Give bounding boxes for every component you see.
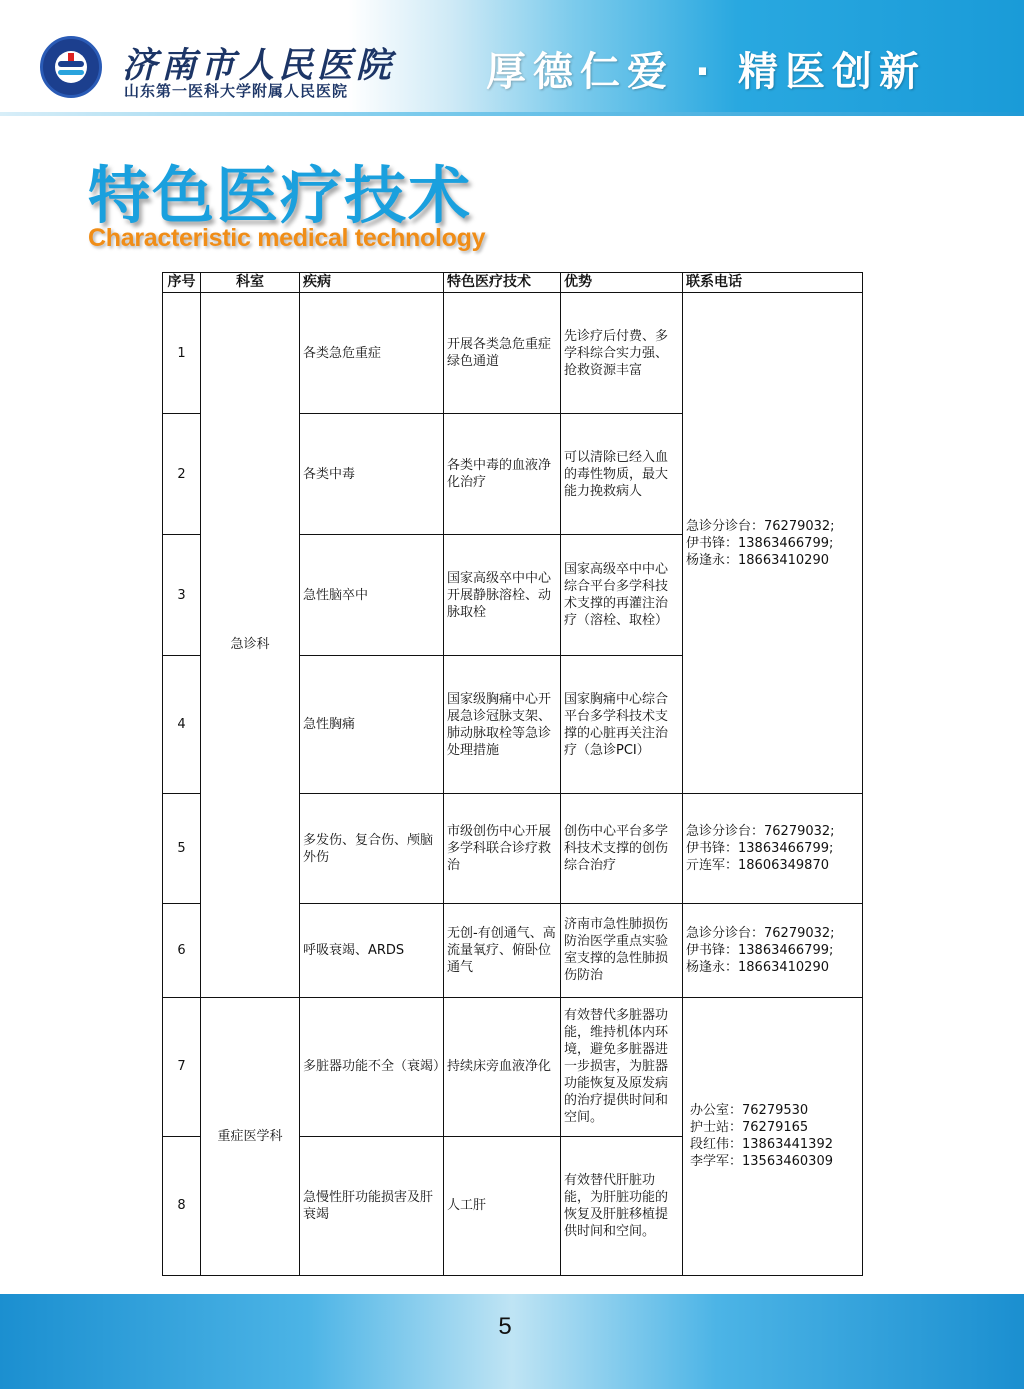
row-disease: 多发伤、复合伤、颅脑外伤: [300, 794, 444, 903]
page-footer: [0, 1294, 1024, 1389]
row-tech: 各类中毒的血液净化治疗: [444, 414, 561, 535]
row-tech: 国家级胸痛中心开展急诊冠脉支架、肺动脉取栓等急诊处理措施: [444, 656, 561, 794]
row-advantage: 有效替代肝脏功能，为肝脏功能的恢复及肝脏移植提供时间和空间。: [561, 1136, 683, 1275]
row-advantage: 有效替代多脏器功能，维持机体内环境，避免多脏器进一步损害，为脏器功能恢复及原发病的治疗提供时间和空间。: [561, 997, 683, 1136]
row-tech: 国家高级卒中中心开展静脉溶栓、动脉取栓: [444, 535, 561, 656]
row-disease: 急慢性肝功能损害及肝衰竭: [300, 1136, 444, 1275]
phone-line: 护士站：76279165: [690, 1120, 809, 1136]
row-tech: 无创-有创通气、高流量氧疗、俯卧位通气: [444, 903, 561, 997]
row-disease: 多脏器功能不全（衰竭）: [300, 997, 444, 1136]
phone-line: 急诊分诊台：76279032;: [686, 824, 835, 839]
phone-line: 急诊分诊台：76279032;: [686, 925, 835, 941]
row-no: 8: [163, 1136, 201, 1275]
hospital-logo-icon: [40, 36, 102, 98]
phone-line: 杨逢永：18663410290: [686, 959, 829, 975]
phone-line: 伊书锋：13863466799;: [686, 841, 834, 856]
header-no: 序号: [163, 273, 201, 293]
row-no: 1: [163, 293, 201, 414]
page-title-english: Characteristic medical technology: [88, 224, 486, 252]
row-no: 4: [163, 656, 201, 794]
row-disease: 呼吸衰竭、ARDS: [300, 903, 444, 997]
phone-line: 办公室：76279530: [690, 1103, 809, 1119]
row-disease: 各类中毒: [300, 414, 444, 535]
phone-line: 伊书锋：13863466799;: [686, 942, 834, 958]
row-advantage: 国家高级卒中中心综合平台多学科技术支撑的再灌注治疗（溶栓、取栓）: [561, 535, 683, 656]
row-no: 3: [163, 535, 201, 656]
row-tech: 市级创伤中心开展多学科联合诊疗救治: [444, 794, 561, 903]
header-disease: 疾病: [300, 273, 444, 293]
page-header: [0, 0, 1024, 112]
page-number: 5: [498, 1313, 512, 1340]
header-advantage: 优势: [561, 273, 683, 293]
phone-line: 段红伟：13863441392: [690, 1137, 833, 1153]
table-row: [163, 293, 863, 414]
phone-line: 伊书锋：13863466799;: [686, 535, 834, 551]
row-disease: 各类急危重症: [300, 293, 444, 414]
hospital-name: 济南市人民医院: [122, 45, 396, 86]
row-tech: 开展各类急危重症绿色通道: [444, 293, 561, 414]
dept-emergency: 急诊科: [201, 293, 300, 998]
header-divider: [0, 112, 1024, 116]
row-advantage: 济南市急性肺损伤防治医学重点实验室支撑的急性肺损伤防治: [561, 903, 683, 997]
phone-icu: [683, 997, 863, 1275]
row-tech: 人工肝: [444, 1136, 561, 1275]
header-dept: 科室: [201, 273, 300, 293]
row-advantage: 创伤中心平台多学科技术支撑的创伤综合治疗: [561, 794, 683, 903]
phone-line: 急诊分诊台：76279032;: [686, 518, 835, 534]
row-tech: 持续床旁血液净化: [444, 997, 561, 1136]
row-advantage: 先诊疗后付费、多学科综合实力强、抢救资源丰富: [561, 293, 683, 414]
table-row: [163, 997, 863, 1136]
medical-technology-table: [162, 272, 863, 1276]
phone-emergency-1: [683, 293, 863, 794]
header-phone: 联系电话: [683, 273, 863, 293]
row-no: 2: [163, 414, 201, 535]
phone-emergency-5: [683, 794, 863, 903]
hospital-subtitle: 山东第一医科大学附属人民医院: [124, 82, 349, 100]
phone-line: 亓连军：18606349870: [686, 858, 829, 873]
table-header-row: [163, 273, 863, 293]
row-advantage: 国家胸痛中心综合平台多学科技术支撑的心脏再关注治疗（急诊PCI）: [561, 656, 683, 794]
page-title: 特色医疗技术: [88, 159, 473, 232]
phone-line: 杨逢永：18663410290: [686, 552, 829, 568]
row-no: 6: [163, 903, 201, 997]
row-no: 7: [163, 997, 201, 1136]
dept-icu: 重症医学科: [201, 997, 300, 1275]
hospital-slogan: 厚德仁爱 · 精医创新: [486, 49, 927, 95]
row-advantage: 可以清除已经入血的毒性物质，最大能力挽救病人: [561, 414, 683, 535]
row-no: 5: [163, 794, 201, 903]
phone-line: 李学军：13563460309: [690, 1154, 833, 1170]
row-disease: 急性胸痛: [300, 656, 444, 794]
phone-emergency-6: [683, 903, 863, 997]
row-disease: 急性脑卒中: [300, 535, 444, 656]
header-tech: 特色医疗技术: [444, 273, 561, 293]
